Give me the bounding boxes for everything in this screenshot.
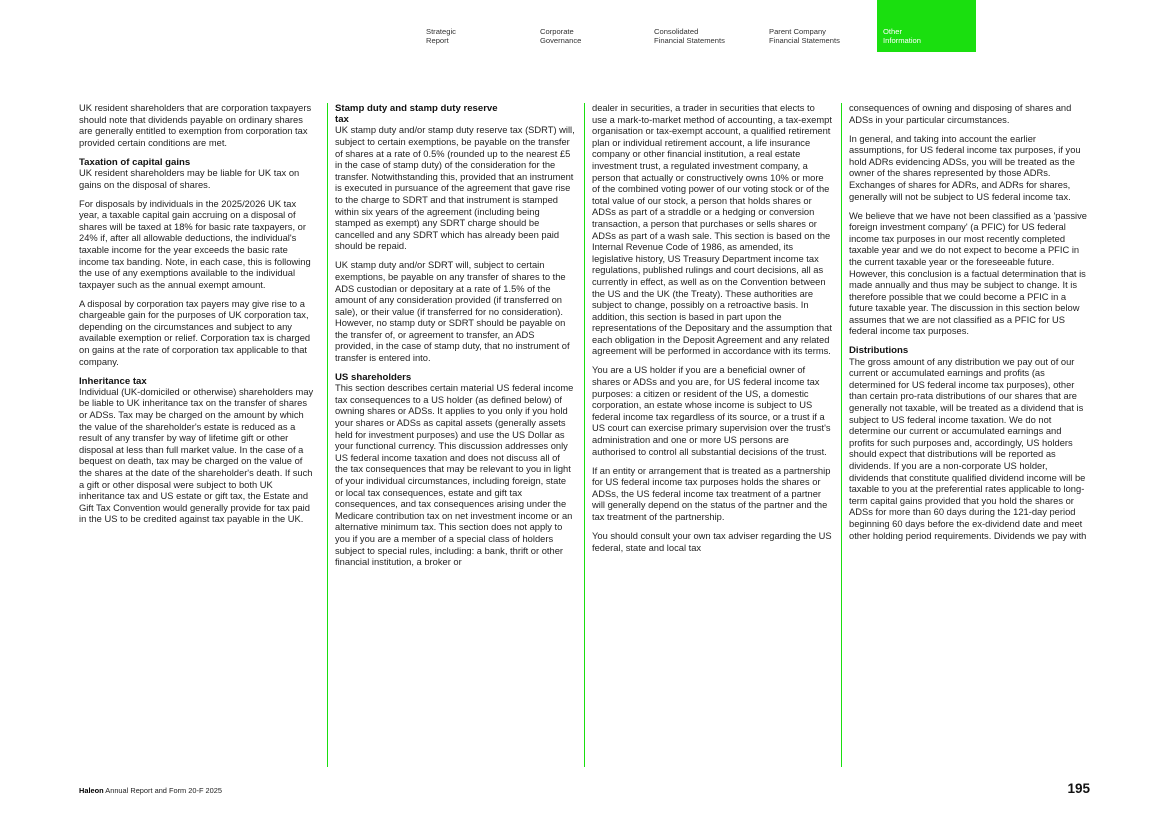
paragraph: consequences of owning and disposing of shares and ADSs in your particular circumstances.: [849, 103, 1072, 125]
paragraph: UK resident shareholders that are corporation taxpayers should note that dividends payable on ordinary shares are generally entitled to exemption from corporation tax provided certain conditions are met.: [79, 103, 312, 148]
section-heading-us-shareholders: US shareholders: [335, 372, 412, 384]
paragraph: We believe that we have not been classified as a 'passive foreign investment company' (a PFIC) for US federal income tax purposes in our most recently completed taxable year and we do not expect to become a PFIC in the current taxable year or the foreseeable future. However, this conclusion is a factual determination that is made annually and thus may be subject to change. It is therefore possible that we could become a PFIC in a future taxable year. The discussion in this section below assumes that we are not classified as a PFIC for US federal income tax purposes.: [849, 210, 1087, 337]
nav-tab-label-line1: Strategic: [426, 27, 456, 36]
section-heading-stamp-duty: Stamp duty and stamp duty reserve tax: [335, 103, 498, 126]
footer-brand: Haleon: [79, 786, 104, 795]
paragraph: You are a US holder if you are a beneficial owner of shares or ADSs and you are, for US federal income tax purposes: a citizen or resident of the US, a domestic corporation, an estate whose income is subject to US federal income tax regardless of its source, or a trust if a US court can exercise primary supervision over the trust's administration and one or more US persons are authorised to control all substantial decisions of the trust.: [592, 365, 831, 457]
text-column-2: [335, 103, 575, 769]
section-heading-capital-gains: Taxation of capital gains: [79, 156, 191, 168]
footer-report-title: [79, 786, 222, 795]
column-divider: [841, 103, 842, 767]
nav-tab-label-line2: Financial Statements: [769, 36, 840, 46]
paragraph: You should consult your own tax adviser regarding the US federal, state and local tax: [592, 530, 832, 553]
page-number: 195: [1067, 781, 1090, 796]
text-column-4: [849, 103, 1089, 769]
nav-tab-label-line1: Corporate: [540, 27, 574, 36]
paragraph: For disposals by individuals in the 2025/2026 UK tax year, a taxable capital gain accruing on a disposal of shares will be taxed at 18% for basic rate taxpayers, or 24% if, after all allowable deductions, the individual's taxable income for the year exceeds the basic rate income tax banding. Note, in each case, this is following the use of any exemptions available to the individual taxpayer such as the annual exempt amount.: [79, 198, 311, 290]
top-navigation: [0, 0, 1168, 52]
nav-tab-label-line2: Governance: [540, 36, 582, 46]
paragraph: A disposal by corporation tax payers may give rise to a chargeable gain for the purposes of UK corporation tax, depending on the circumstances and subject to any available exemption or relief. Corporation tax is charged on gains at the rate of corporation tax applicable to that company.: [79, 298, 311, 367]
paragraph: In general, and taking into account the earlier assumptions, for US federal income tax purposes, if you hold ADRs evidencing ADSs, you will be treated as the owner of the shares represented by those ADRs. Exchanges of shares for ADRs, and ADRs for shares, generally will not be subject to US federal income tax.: [849, 133, 1081, 202]
nav-tab-parent-company-financial-statements[interactable]: [763, 0, 875, 52]
section-heading-inheritance-tax: Inheritance tax: [79, 375, 147, 387]
nav-tab-label-line1: Parent Company: [769, 27, 826, 36]
paragraph: The gross amount of any distribution we pay out of our current or accumulated earnings and profits (as determined for US federal income tax purposes), other than certain pro-rata distributions of our shares that are generally not taxable, will be treated as a dividend that is subject to US federal income taxation. We do not determine our current or accumulated earnings and profits for such purposes and, accordingly, US holders should expect that distributions will be reported as dividends. If you are a non-corporate US holder, dividends that constitute qualified dividend income will be taxable to you at the preferential rates applicable to long-term capital gains provided that you hold the shares or ADSs for more than 60 days during the 121-day period beginning 60 days before the ex-dividend date and meet other holding period requirements. Dividends we pay with: [849, 356, 1087, 541]
nav-tab-other-information[interactable]: [877, 0, 976, 52]
column-divider: [327, 103, 328, 767]
nav-tab-label-line1: Consolidated: [654, 27, 699, 36]
paragraph: Individual (UK-domiciled or otherwise) shareholders may be liable to UK inheritance tax on the transfer of shares or ADSs. Tax may be charged on the amount by which the value of the shareholder's estate is reduced as a result of any transfer by way of lifetime gift or other disposal at less than full market value. In the case of a bequest on death, tax may be charged on the value of the shares at the date of the shareholder's death. If such a gift or other disposal were subject to both UK inheritance tax and US estate or gift tax, the Estate and Gift Tax Convention would generally provide for tax paid in the US to be credited against tax payable in the UK.: [79, 386, 314, 525]
nav-tab-label-line2: Report: [426, 36, 449, 46]
paragraph: UK resident shareholders may be liable for UK tax on gains on the disposal of shares.: [79, 167, 300, 190]
text-column-3: [592, 103, 832, 769]
footer-title-text: Annual Report and Form 20-F 2025: [103, 786, 222, 795]
nav-tab-strategic-report[interactable]: [420, 0, 532, 52]
nav-tab-label-line1: Other: [883, 27, 902, 36]
nav-tab-label-line2: Information: [883, 36, 921, 46]
nav-tab-consolidated-financial-statements[interactable]: [648, 0, 760, 52]
nav-tab-corporate-governance[interactable]: [534, 0, 646, 52]
text-column-1: [79, 103, 317, 769]
paragraph: This section describes certain material US federal income tax consequences to a US holder (as defined below) of owning shares or ADSs. It applies to you only if you hold your shares or ADSs as capital assets (generally assets held for investment purposes) and use the US Dollar as your functional currency. This discussion addresses only US federal income taxation and does not discuss all of the tax consequences that may be relevant to you in light of your individual circumstances, including foreign, state or local tax consequences, estate and gift tax consequences, and tax consequences arising under the Medicare contribution tax on net investment income or an alternative minimum tax. This section does not apply to you if you are a member of a special class of holders subject to special rules, including: a bank, thrift or other financial institution, a broker or: [335, 383, 574, 568]
paragraph: UK stamp duty and/or stamp duty reserve tax (SDRT) will, subject to certain exemptions, be payable on the transfer of shares at a rate of 0.5% (rounded up to the nearest £5 in the case of stamp duty) of the consideration for the transfer. Notwithstanding this, provided that an instrument is executed in pursuance of the agreement that gave rise to the charge to SDRT and that instrument is stamped within six years of the agreement (including being stamped as exempt) any SDRT charge should be cancelled and any SDRT which has already been paid should be repaid.: [335, 125, 575, 252]
paragraph: dealer in securities, a trader in securities that elects to use a mark-to-market method of accounting, a tax-exempt organisation or tax-exempt account, a qualified retirement plan or individual retirement account, a life insurance company or other financial institution, a real estate investment trust, a regulated investment company, a person that actually or constructively owns 10% or more of the combined voting power of our voting stock or of the total value of our stock, a person that holds shares or ADSs as part of a straddle or a hedging or conversion transaction, a person that purchases or sells shares or ADSs as part of a wash sale. This section is based on the Internal Revenue Code of 1986, as amended, its legislative history, US Treasury Department income tax regulations, published rulings and court decisions, all as currently in effect, as well as on the Convention between the US and the UK (the Treaty). These authorities are subject to change, possibly on a retroactive basis. In addition, this section is based in part upon the representations of the Depositary and the assumption that each obligation in the Deposit Agreement and any related agreement will be performed in accordance with its terms.: [592, 103, 832, 357]
section-heading-distributions: Distributions: [849, 345, 909, 357]
nav-tab-label-line2: Financial Statements: [654, 36, 725, 46]
paragraph: If an entity or arrangement that is treated as a partnership for US federal income tax purposes holds the shares or ADSs, the US federal income tax treatment of a partner will generally depend on the status of the partner and the tax treatment of the partnership.: [592, 465, 831, 522]
paragraph: UK stamp duty and/or SDRT will, subject to certain exemptions, be payable on any transfer of shares to the ADS custodian or depositary at a rate of 1.5% of the amount of any consideration provided (if transferred on sale), or their value (if transferred for no consideration). However, no stamp duty or SDRT should be payable on the transfer of, or agreement to transfer, an ADS provided, in the case of stamp duty, that no instrument of transfer is entered into.: [335, 260, 570, 364]
column-divider: [584, 103, 585, 767]
